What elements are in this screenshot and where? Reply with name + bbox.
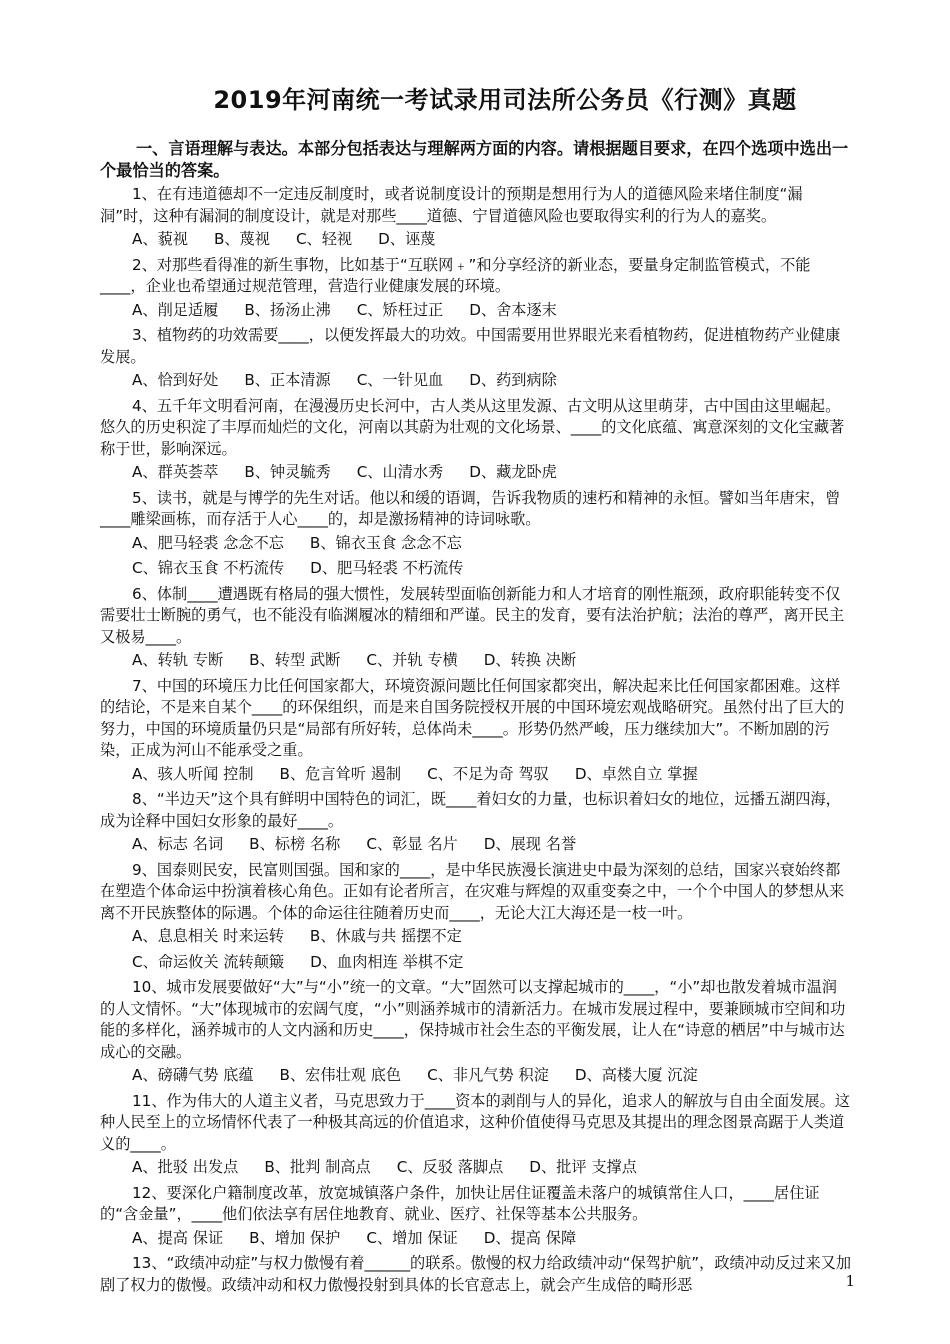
answer-option: D、藏龙卧虎 <box>469 463 557 481</box>
answer-option: D、诬蔑 <box>378 230 436 248</box>
question-text: 6、体制____遭遇既有格局的强大惯性，发展转型面临创新能力和人才培育的刚性瓶颈，政府职能转变不仅需要壮士断腕的勇气，也不能没有临渊履冰的精细和严谨。民主的发育，要有法治护航；法治的尊严，离开民主又极易____。 <box>100 584 845 646</box>
option-row <box>100 370 852 392</box>
answer-option: A、转轨 专断 <box>132 651 224 669</box>
question-text: 4、五千年文明看河南，在漫漫历史长河中，古人类从这里发源、古文明从这里萌芽，古中国由这里崛起。悠久的历史积淀了丰厚而灿烂的文化，河南以其蔚为壮观的文化场景、____的文化底蕴、寓意深刻的文化宝藏著称于世，影响深远。 <box>100 396 845 458</box>
answer-option: C、反驳 落脚点 <box>396 1158 504 1176</box>
question-item <box>100 325 852 392</box>
answer-option: B、休戚与共 摇摆不定 <box>309 927 462 945</box>
answer-option: C、增加 保证 <box>366 1228 458 1247</box>
answer-option: D、药到病除 <box>469 371 557 389</box>
answer-option: C、彰显 名片 <box>366 835 458 853</box>
answer-option: D、血肉相连 举棋不定 <box>310 952 464 971</box>
answer-option: B、批判 制高点 <box>264 1158 371 1176</box>
question-item <box>100 977 852 1087</box>
question-item <box>100 396 852 484</box>
question-text: 8、“半边天”这个具有鲜明中国特色的词汇，既____着妇女的力量，也标识着妇女的地位，远播五湖四海，成为诠释中国妇女形象的最好____。 <box>100 790 841 830</box>
question-text: 12、要深化户籍制度改革，放宽城镇落户条件，加快让居住证覆盖未落户的城镇常住人口，____居住证的“含金量”，____他们依法享有居住地教育、就业、医疗、社保等基本公共服务。 <box>100 1183 820 1223</box>
option-row <box>100 229 852 251</box>
question-text: 11、作为伟大的人道主义者，马克思致力于____资本的剥削与人的异化，追求人的解放与自由全面发展。这种人民至上的立场情怀代表了一种极其高远的价值追求，这种价值使得马克思及其提出的理念图景高踞于人类道义的____。 <box>100 1091 850 1153</box>
answer-option: D、卓然自立 掌握 <box>574 764 698 783</box>
option-row <box>100 650 852 672</box>
answer-option: A、批驳 出发点 <box>132 1158 239 1176</box>
answer-option: B、宏伟壮观 底色 <box>279 1066 402 1084</box>
answer-option: B、正本清源 <box>244 371 331 389</box>
answer-option: D、展现 名誉 <box>483 835 577 853</box>
answer-option: C、轻视 <box>295 230 353 248</box>
answer-option: B、标榜 名称 <box>249 835 341 853</box>
question-item <box>100 676 852 786</box>
answer-option: C、一针见血 <box>356 371 444 389</box>
option-row <box>100 1157 852 1179</box>
answer-option: B、扬汤止沸 <box>244 300 331 319</box>
answer-option: B、增加 保护 <box>249 1228 341 1247</box>
option-row <box>100 1228 852 1250</box>
answer-option: D、提高 保障 <box>483 1228 577 1247</box>
answer-option: A、标志 名词 <box>132 835 224 853</box>
question-item <box>100 1091 852 1179</box>
answer-option: B、锦衣玉食 念念不忘 <box>309 533 462 552</box>
option-row <box>100 533 852 555</box>
question-text: 7、中国的环境压力比任何国家都大，环境资源问题比任何国家都突出，解决起来比任何国家都困难。这样的结论，不是来自某个____的环保组织，而是来自国务院授权开展的中国环境宏观战略研究。虽然付出了巨大的努力，中国的环境质量仍只是“局部有所好转，总体尚未____。形势仍然严峻，压力继续加大”。不断加剧的污染，正成为河山不能承受之重。 <box>100 676 845 759</box>
question-item <box>100 1253 852 1296</box>
answer-option: A、磅礴气势 底蕴 <box>132 1066 254 1084</box>
question-item <box>100 584 852 672</box>
answer-option: A、群英荟萃 <box>132 463 219 481</box>
option-row <box>100 300 852 322</box>
question-text: 13、“政绩冲动症”与权力傲慢有着______的联系。傲慢的权力给政绩冲动“保驾护航”，政绩冲动反过来又加剧了权力的傲慢。政绩冲动和权力傲慢投射到具体的长官意志上，就会产生成倍的畸形恶 <box>100 1254 852 1294</box>
answer-option: A、藐视 <box>132 230 188 248</box>
question-item <box>100 488 852 580</box>
question-text: 9、国泰则民安，民富则国强。国和家的____，是中华民族漫长演进史中最为深刻的总结，国家兴衰始终都在塑造个体命运中扮演着核心角色。正如有论者所言，在灾难与辉煌的双重变奏之中，一个个中国人的梦想从来离不开民族整体的际遇。个体的命运往往随着历史而____，无论大江大海还是一枝一叶。 <box>100 860 845 922</box>
question-text: 2、对那些看得准的新生事物，比如基于“互联网﹢”和分享经济的新业态，要量身定制监管模式，不能____，企业也希望通过规范管理，营造行业健康发展的环境。 <box>100 255 811 295</box>
page-title: 2019年河南统一考试录用司法所公务员《行测》真题 <box>213 86 797 114</box>
question-list <box>100 184 852 1296</box>
answer-option: C、非凡气势 积淀 <box>427 1066 549 1084</box>
question-text: 3、植物药的功效需要____，以便发挥最大的功效。中国需要用世界眼光来看植物药，促进植物药产业健康发展。 <box>100 326 841 366</box>
answer-option: D、舍本逐末 <box>469 300 557 319</box>
option-row <box>100 462 852 484</box>
option-row <box>100 1065 852 1087</box>
question-item <box>100 860 852 974</box>
answer-option: B、蔑视 <box>213 230 270 248</box>
answer-option: D、肥马轻裘 不朽流传 <box>310 559 464 577</box>
answer-option: A、恰到好处 <box>132 371 219 389</box>
question-text: 1、在有违道德却不一定违反制度时，或者说制度设计的预期是想用行为人的道德风险来堵住制度“漏洞”时，这种有漏洞的制度设计，就是对那些____道德、宁冒道德风险也要取得实利的行为人的嘉奖。 <box>100 185 803 225</box>
answer-option: C、矫枉过正 <box>356 300 444 319</box>
answer-option: A、息息相关 时来运转 <box>132 927 284 945</box>
answer-option: C、并轨 专横 <box>366 651 458 669</box>
option-row <box>100 926 852 948</box>
answer-option: B、危言耸听 遏制 <box>279 764 402 783</box>
question-item <box>100 1183 852 1250</box>
answer-option: D、转换 决断 <box>483 651 577 669</box>
answer-option: B、钟灵毓秀 <box>244 463 331 481</box>
section-heading: 一、言语理解与表达。本部分包括表达与理解两方面的内容。请根据题目要求，在四个选项中选出一个最恰当的答案。 <box>100 139 849 180</box>
answer-option: C、山清水秀 <box>356 463 444 481</box>
question-item <box>100 255 852 322</box>
answer-option: B、转型 武断 <box>249 651 341 669</box>
question-text: 10、城市发展要做好“大”与“小”统一的文章。“大”固然可以支撑起城市的____，“小”却也散发着城市温润的人文情怀。“大”体现城市的宏阔气度，“小”则涵养城市的清新活力。在城市发展过程中，要兼顾城市空间和功能的多样化，涵养城市的人文内涵和历史____，保持城市社会生态的平衡发展，让人在“诗意的栖居”中与城市达成心的交融。 <box>100 978 846 1061</box>
option-row <box>100 952 852 974</box>
question-text: 5、读书，就是与博学的先生对话。他以和缓的语调，告诉我物质的速朽和精神的永恒。譬如当年唐宋，曾____雕梁画栋，而存活于人心____的，却是激扬精神的诗词咏歌。 <box>100 488 841 528</box>
answer-option: C、命运攸关 流转颠簸 <box>132 952 285 971</box>
answer-option: A、削足适履 <box>132 300 219 319</box>
answer-option: A、提高 保证 <box>132 1228 224 1247</box>
page-number: 1 <box>845 1272 855 1290</box>
answer-option: D、批评 支撑点 <box>529 1158 637 1176</box>
option-row <box>100 764 852 786</box>
answer-option: C、锦衣玉食 不朽流传 <box>132 559 285 577</box>
answer-option: D、高楼大厦 沉淀 <box>574 1066 698 1084</box>
answer-option: C、不足为奇 驾驭 <box>427 764 549 783</box>
question-item <box>100 184 852 251</box>
document-body <box>100 138 852 1296</box>
answer-option: A、肥马轻裘 念念不忘 <box>132 533 284 552</box>
question-item <box>100 789 852 856</box>
option-row <box>100 558 852 580</box>
answer-option: A、骇人听闻 控制 <box>132 764 254 783</box>
option-row <box>100 834 852 856</box>
